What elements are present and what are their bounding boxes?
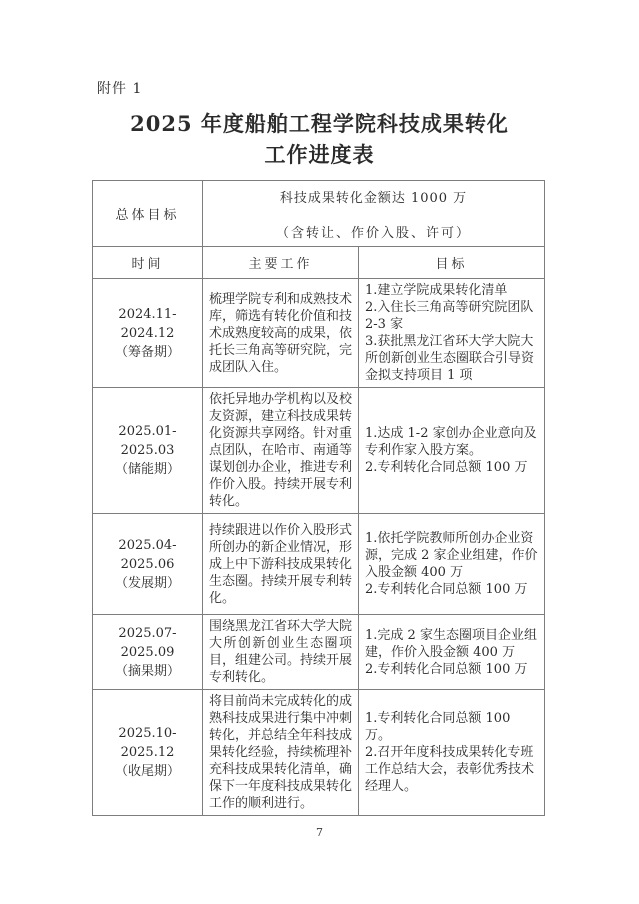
table-row-closing — [93, 690, 545, 816]
work-cell: 围绕黑龙江省环大学大院大所创新创业生态圈项目，组建公司。持续开展专利转化。 — [203, 615, 359, 690]
work-cell: 依托异地办学机构以及校友资源，建立科技成果转化资源共享网络。针对重点团队，在哈市、南通等谋划创办企业，推进专利作价入股。持续开展专利转化。 — [203, 388, 359, 514]
column-header-time: 时间 — [93, 247, 203, 279]
period-cell — [93, 514, 203, 615]
goal-item: 2.专利转化合同总额 100 万 — [365, 582, 528, 597]
page-title-line2: 工作进度表 — [264, 142, 375, 167]
progress-table — [92, 180, 545, 816]
goal-item: 1.完成 2 家生态圈项目企业组建，作价入股金额 400 万 — [365, 627, 537, 660]
goal-item: 1.专利转化合同总额 100 万。 — [365, 711, 511, 743]
goal-item: 1.建立学院成果转化清单 — [365, 283, 508, 298]
attachment-label: 附件 1 — [97, 81, 143, 97]
period-phase: （摘果期） — [114, 663, 180, 679]
period-cell — [93, 279, 203, 388]
overall-goal-row — [93, 181, 545, 247]
period-phase: （储能期） — [114, 462, 180, 477]
goal-cell — [359, 514, 545, 615]
period-range: 2025.04-2025.06 — [118, 537, 177, 572]
table-row-storage — [93, 388, 545, 514]
period-phase: （发展期） — [114, 575, 180, 591]
work-cell: 将目前尚未完成转化的成熟科技成果进行集中冲刺转化，并总结全年科技成果转化经验，持续梳理补充科技成果转化清单，确保下一年度科技成果转化工作的顺利进行。 — [203, 690, 359, 816]
goal-cell — [359, 690, 545, 816]
goal-item: 1.达成 1-2 家创办企业意向及专利作家入股方案。 — [365, 426, 537, 458]
goal-item: 2.专利转化合同总额 100 万 — [365, 460, 528, 475]
page-title — [0, 108, 639, 170]
goal-item: 2.入住长三角高等研究院团队 2-3 家 — [365, 300, 534, 332]
goal-item: 2.专利转化合同总额 100 万 — [365, 661, 528, 677]
overall-goal-amount: 科技成果转化金额达 1000 万 — [279, 190, 468, 206]
column-header-work: 主要工作 — [203, 247, 359, 279]
work-cell: 梳理学院专利和成熟技术库，筛选有转化价值和技术成熟度较高的成果，依托长三角高等研究院，完成团队入住。 — [203, 279, 359, 388]
overall-goal-value — [203, 181, 545, 247]
table-row-development — [93, 514, 545, 615]
period-phase: （收尾期） — [114, 764, 180, 779]
goal-cell — [359, 388, 545, 514]
period-cell — [93, 690, 203, 816]
period-range: 2025.01-2025.03 — [118, 424, 177, 458]
period-cell — [93, 615, 203, 690]
table-row-harvest — [93, 615, 545, 690]
goal-item: 1.依托学院教师所创办企业资源，完成 2 家企业组建，作价入股金额 400 万 — [365, 531, 538, 580]
period-phase: （筹备期） — [114, 344, 180, 360]
overall-goal-label: 总体目标 — [93, 181, 203, 247]
overall-goal-scope: （含转让、作价入股、许可） — [276, 225, 472, 241]
period-range: 2025.10-2025.12 — [118, 726, 177, 760]
goal-cell — [359, 615, 545, 690]
column-header-row — [93, 247, 545, 279]
period-range: 2025.07-2025.09 — [118, 625, 177, 660]
page-title-line1: 2025 年度船舶工程学院科技成果转化 — [130, 111, 509, 136]
period-range: 2024.11-2024.12 — [118, 306, 177, 341]
page-number: 7 — [316, 826, 323, 839]
goal-cell — [359, 279, 545, 388]
table-row-preparation — [93, 279, 545, 388]
work-cell: 持续跟进以作价入股形式所创办的新企业情况，形成上中下游科技成果转化生态圈。持续开展专利转化。 — [203, 514, 359, 615]
goal-item: 2.召开年度科技成果转化专班工作总结大会，表彰优秀技术经理人。 — [365, 745, 535, 794]
goal-item: 3.获批黑龙江省环大学大院大所创新创业生态圈联合引导资金拟支持项目 1 项 — [365, 334, 535, 383]
period-cell — [93, 388, 203, 514]
column-header-goal: 目标 — [359, 247, 545, 279]
